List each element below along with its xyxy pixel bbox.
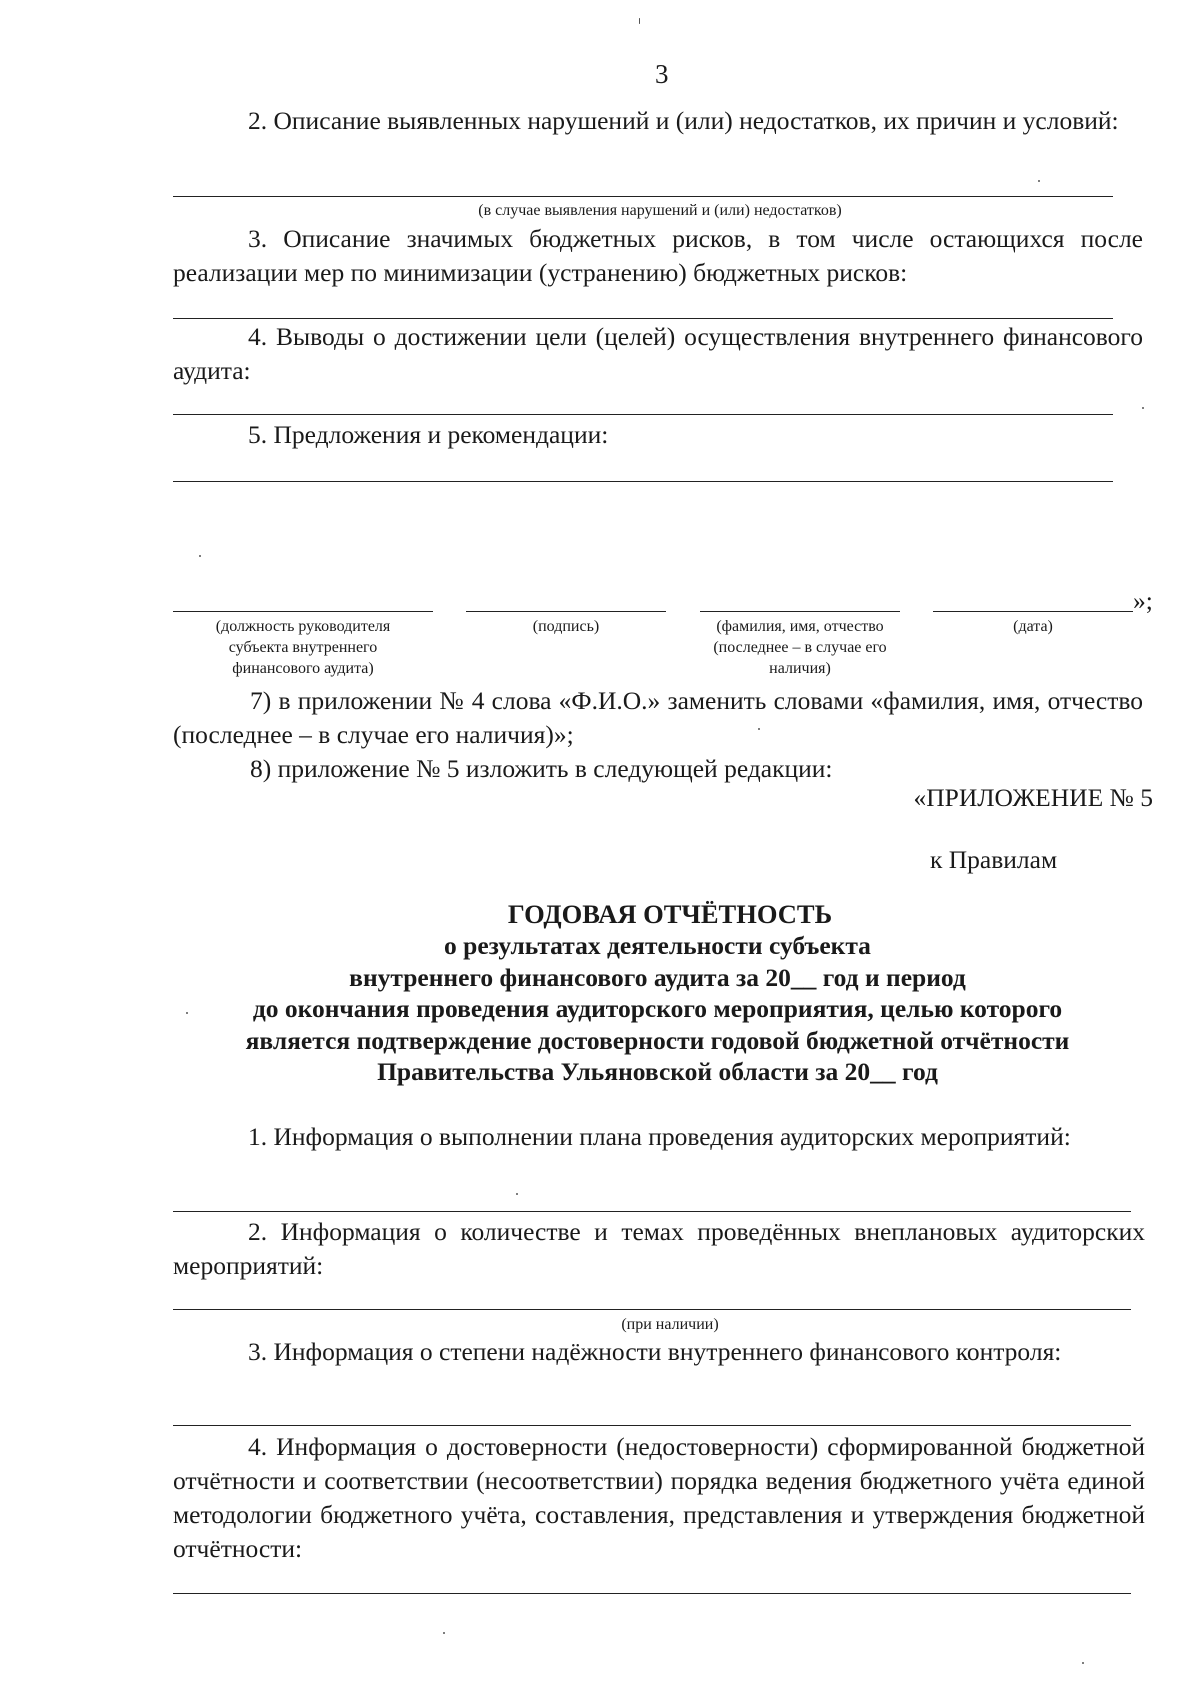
position-line bbox=[173, 611, 433, 612]
annual-item-1: 1. Информация о выполнении плана проведения аудиторских мероприятий: bbox=[248, 1122, 1071, 1151]
report-subtitle-line-5: Правительства Ульяновской области за 20__ год bbox=[377, 1057, 938, 1086]
annual-item-2: 2. Информация о количестве и темах проведённых внеплановых аудиторских мероприятий: bbox=[173, 1217, 1145, 1280]
answer-line bbox=[173, 1425, 1131, 1426]
scan-speck bbox=[443, 1632, 445, 1634]
report-subtitle-line-3: до окончания проведения аудиторского мероприятия, целью которого bbox=[252, 994, 1063, 1023]
report-subtitle-line-4: является подтверждение достоверности годовой бюджетной отчётности bbox=[245, 1026, 1070, 1055]
annual-item-3: 3. Информация о степени надёжности внутреннего финансового контроля: bbox=[248, 1337, 1062, 1366]
name-line bbox=[700, 611, 900, 612]
date-line bbox=[933, 611, 1133, 612]
scan-speck bbox=[1082, 1662, 1084, 1664]
scan-speck bbox=[1038, 180, 1040, 182]
amendment-item-7: 7) в приложении № 4 слова «Ф.И.О.» заменить словами «фамилия, имя, отчество (последнее – в случае его наличия)»; bbox=[173, 686, 1143, 749]
answer-line bbox=[173, 481, 1113, 482]
answer-line bbox=[173, 1309, 1131, 1310]
answer-line bbox=[173, 318, 1113, 319]
scan-speck bbox=[758, 728, 760, 730]
report-item-3: 3. Описание значимых бюджетных рисков, в том числе остающихся после реализации мер по минимизации (устранению) бюджетных рисков: bbox=[173, 224, 1143, 287]
appendix-to-rules: к Правилам bbox=[930, 845, 1058, 874]
scan-speck bbox=[1142, 407, 1144, 409]
annual-item-2-note: (при наличии) bbox=[621, 1316, 719, 1333]
item-2-note: (в случае выявления нарушений и (или) недостатков) bbox=[478, 202, 842, 219]
annual-item-4: 4. Информация о достоверности (недостоверности) сформированной бюджетной отчётности и соответствии (несоответствии) порядка ведения бюджетного учёта единой методологии бюджетного учёта, составления, представления и утверждения бюджетной отчётности: bbox=[173, 1432, 1145, 1563]
date-caption: (дата) bbox=[1013, 618, 1053, 635]
scan-speck bbox=[639, 18, 640, 24]
full-name-caption: (фамилия, имя, отчество (последнее – в случае его наличия) bbox=[713, 618, 887, 677]
appendix-label: «ПРИЛОЖЕНИЕ № 5 bbox=[913, 783, 1153, 812]
signature-line bbox=[466, 611, 666, 612]
answer-line bbox=[173, 1211, 1131, 1212]
report-title: ГОДОВАЯ ОТЧЁТНОСТЬ bbox=[507, 899, 833, 929]
scan-speck bbox=[199, 555, 201, 557]
scan-speck bbox=[516, 1193, 518, 1195]
closing-quote: »; bbox=[1133, 586, 1153, 615]
signature-caption: (подпись) bbox=[532, 618, 600, 635]
report-item-4: 4. Выводы о достижении цели (целей) осуществления внутреннего финансового аудита: bbox=[173, 322, 1143, 385]
scan-speck bbox=[186, 1012, 188, 1014]
page-number: 3 bbox=[655, 59, 669, 89]
answer-line bbox=[173, 1593, 1131, 1594]
answer-line bbox=[173, 196, 1113, 197]
report-subtitle-line-1: о результатах деятельности субъекта bbox=[444, 931, 871, 960]
amendment-item-8: 8) приложение № 5 изложить в следующей редакции: bbox=[250, 754, 833, 783]
report-item-5: 5. Предложения и рекомендации: bbox=[248, 420, 609, 449]
answer-line bbox=[173, 414, 1113, 415]
report-subtitle-line-2: внутреннего финансового аудита за 20__ год и период bbox=[349, 963, 966, 992]
report-item-2: 2. Описание выявленных нарушений и (или) недостатков, их причин и условий: bbox=[248, 106, 1119, 135]
position-caption: (должность руководителя субъекта внутреннего финансового аудита) bbox=[215, 618, 391, 677]
